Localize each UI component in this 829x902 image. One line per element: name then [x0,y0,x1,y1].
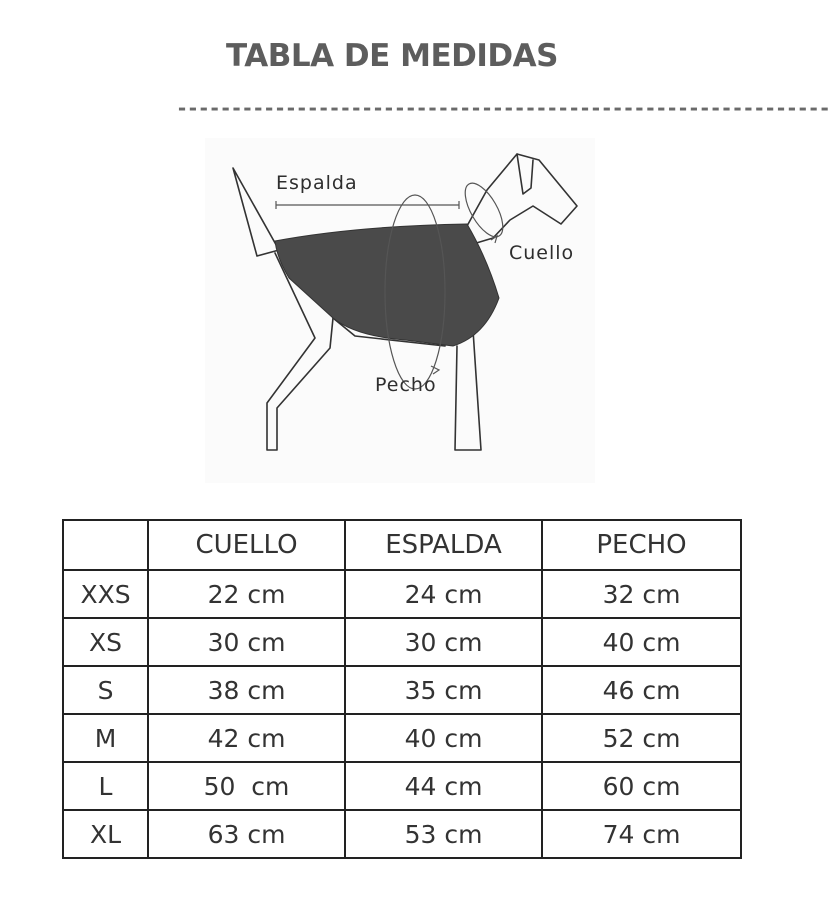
espalda-label: Espalda [276,172,358,194]
size-cell: M [63,714,148,762]
cuello-cell: 30 cm [148,618,345,666]
espalda-cell: 44 cm [345,762,542,810]
dog-illustration [205,138,595,483]
header-cell-pecho: PECHO [542,520,741,570]
size-cell: S [63,666,148,714]
pecho-cell: 40 cm [542,618,741,666]
table-row [63,618,741,666]
size-cell: XXS [63,570,148,618]
header-cell-cuello: CUELLO [148,520,345,570]
dog-ear [517,154,533,194]
espalda-cell: 35 cm [345,666,542,714]
cuello-cell: 38 cm [148,666,345,714]
cuello-cell: 22 cm [148,570,345,618]
cuello-cell: 50 cm [148,762,345,810]
dog-measurement-diagram [205,138,595,483]
header-cell-size [63,520,148,570]
cuello-cell: 63 cm [148,810,345,858]
page-title: TABLA DE MEDIDAS [226,38,558,74]
table-row [63,810,741,858]
size-cell: XL [63,810,148,858]
espalda-cell: 30 cm [345,618,542,666]
pecho-label: Pecho [375,374,437,396]
table-row [63,666,741,714]
pecho-cell: 32 cm [542,570,741,618]
size-cell: L [63,762,148,810]
table-row [63,762,741,810]
espalda-cell: 53 cm [345,810,542,858]
espalda-cell: 40 cm [345,714,542,762]
table-row [63,714,741,762]
size-chart-table [62,519,742,859]
cuello-label: Cuello [509,242,575,264]
dog-front-leg [455,330,481,450]
pecho-cell: 46 cm [542,666,741,714]
table-header-row [63,520,741,570]
size-cell: XS [63,618,148,666]
cuello-cell: 42 cm [148,714,345,762]
espalda-cell: 24 cm [345,570,542,618]
pecho-cell: 52 cm [542,714,741,762]
table-row [63,570,741,618]
pecho-cell: 60 cm [542,762,741,810]
header-cell-espalda: ESPALDA [345,520,542,570]
pecho-cell: 74 cm [542,810,741,858]
dog-tail [233,168,279,256]
title-divider: ------------------------------------------------------------ [176,96,829,120]
